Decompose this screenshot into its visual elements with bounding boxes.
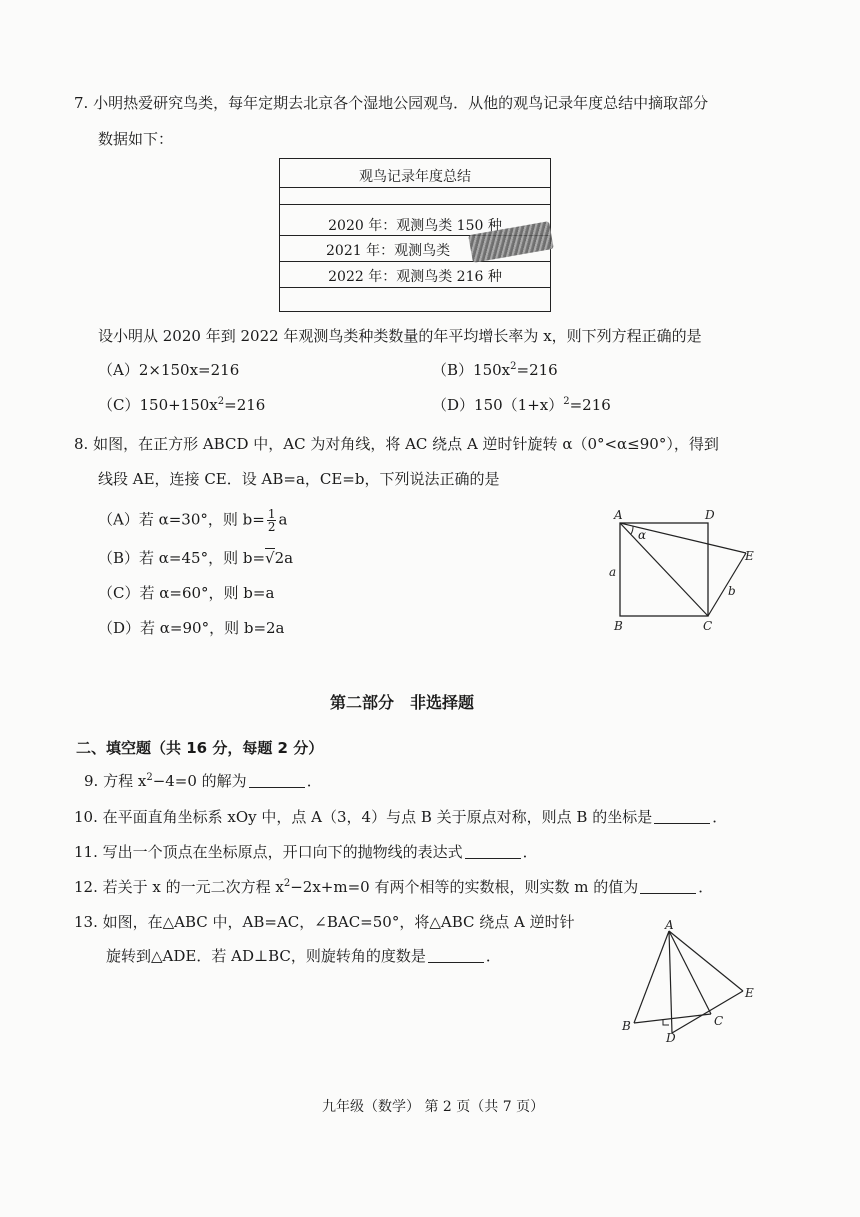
fig13-label-d: D bbox=[666, 1031, 676, 1045]
q11: 11. 写出一个顶点在坐标原点，开口向下的抛物线的表达式 ． bbox=[74, 843, 538, 861]
q13-line2: 旋转到△ADE．若 AD⊥BC，则旋转角的度数是 ． bbox=[106, 947, 501, 965]
page-footer: 九年级（数学） 第 2 页（共 7 页） bbox=[322, 1099, 545, 1115]
q8-line2: 线段 AE，连接 CE．设 AB=a，CE=b，下列说法正确的是 bbox=[98, 470, 500, 488]
fig8-label-e: E bbox=[745, 549, 754, 563]
fig13-label-e: E bbox=[745, 986, 754, 1000]
answer-blank[interactable] bbox=[249, 773, 305, 788]
triangle-figure bbox=[612, 915, 762, 1045]
q9: 9. 方程 $x^2-4=0$ 的解为 ． bbox=[84, 772, 322, 790]
part2-title: 第二部分 非选择题 bbox=[330, 693, 475, 712]
table-row-2022: 2022 年：观测鸟类 216 种 bbox=[328, 269, 502, 285]
q8-option-d: （D）若 α=90°，则 b=2a bbox=[98, 619, 285, 637]
answer-blank[interactable] bbox=[654, 809, 710, 824]
fig13-label-c: C bbox=[714, 1014, 724, 1028]
fig8-label-side-b: b bbox=[728, 584, 736, 598]
fig8-label-d: D bbox=[705, 508, 715, 522]
answer-blank[interactable] bbox=[428, 948, 484, 963]
q8-option-c: （C）若 α=60°，则 b=a bbox=[98, 584, 275, 602]
q7-option-d: $(D)150(1+x)^2=216$ bbox=[432, 396, 611, 414]
q13-line1: 13. 如图，在△ABC 中，AB=AC，∠BAC=50°，将△ABC 绕点 A 逆时针 bbox=[74, 913, 575, 931]
fig8-label-b: B bbox=[614, 619, 623, 633]
fill-header: 二、填空题（共 16 分，每题 2 分） bbox=[76, 739, 324, 757]
fig13-label-a: A bbox=[665, 918, 674, 932]
q7-option-a: （A）2×150x=216 bbox=[98, 361, 240, 379]
q7-stem: 设小明从 2020 年到 2022 年观测鸟类种类数量的年平均增长率为 x，则下列方程正确的是 bbox=[98, 327, 702, 345]
q7-line1: 7. 小明热爱研究鸟类，每年定期去北京各个湿地公园观鸟．从他的观鸟记录年度总结中摘取部分 bbox=[74, 94, 709, 112]
table-title: 观鸟记录年度总结 bbox=[359, 169, 471, 185]
answer-blank[interactable] bbox=[640, 879, 696, 894]
answer-blank[interactable] bbox=[465, 844, 521, 859]
q10: 10. 在平面直角坐标系 xOy 中，点 A（3，4）与点 B 关于原点对称，则点 B 的坐标是 ． bbox=[74, 808, 728, 826]
fig8-label-alpha: α bbox=[638, 528, 647, 542]
fig8-label-a: A bbox=[614, 508, 623, 522]
q7-line2: 数据如下： bbox=[98, 130, 174, 148]
table-row-2020: 2020 年：观测鸟类 150 种 bbox=[328, 218, 502, 234]
table-row-2021: 2021 年：观测鸟类 bbox=[326, 243, 451, 259]
square-figure bbox=[600, 505, 770, 655]
fig13-label-b: B bbox=[622, 1019, 631, 1033]
fig8-label-c: C bbox=[703, 619, 713, 633]
fig8-label-side-a: a bbox=[609, 565, 617, 579]
q8-option-a: （A）若 α=30°，则 b= $\frac{1}{2}$ a bbox=[98, 507, 288, 534]
q12: 12. 若关于 x 的一元二次方程 $x^2-2x+m=0$ 有两个相等的实数根，则实数 m 的值为 ． bbox=[74, 878, 714, 896]
q8-option-b: （B）若 α=45°，则 b=√2a bbox=[98, 549, 294, 567]
q8-line1: 8. 如图，在正方形 ABCD 中，AC 为对角线，将 AC 绕点 A 逆时针旋转 α（0°<α≤90°），得到 bbox=[74, 435, 719, 453]
q7-option-b: $(B)150x^2=216$ bbox=[432, 361, 558, 379]
q7-option-c: $(C)150+150x^2=216$ bbox=[98, 396, 266, 414]
